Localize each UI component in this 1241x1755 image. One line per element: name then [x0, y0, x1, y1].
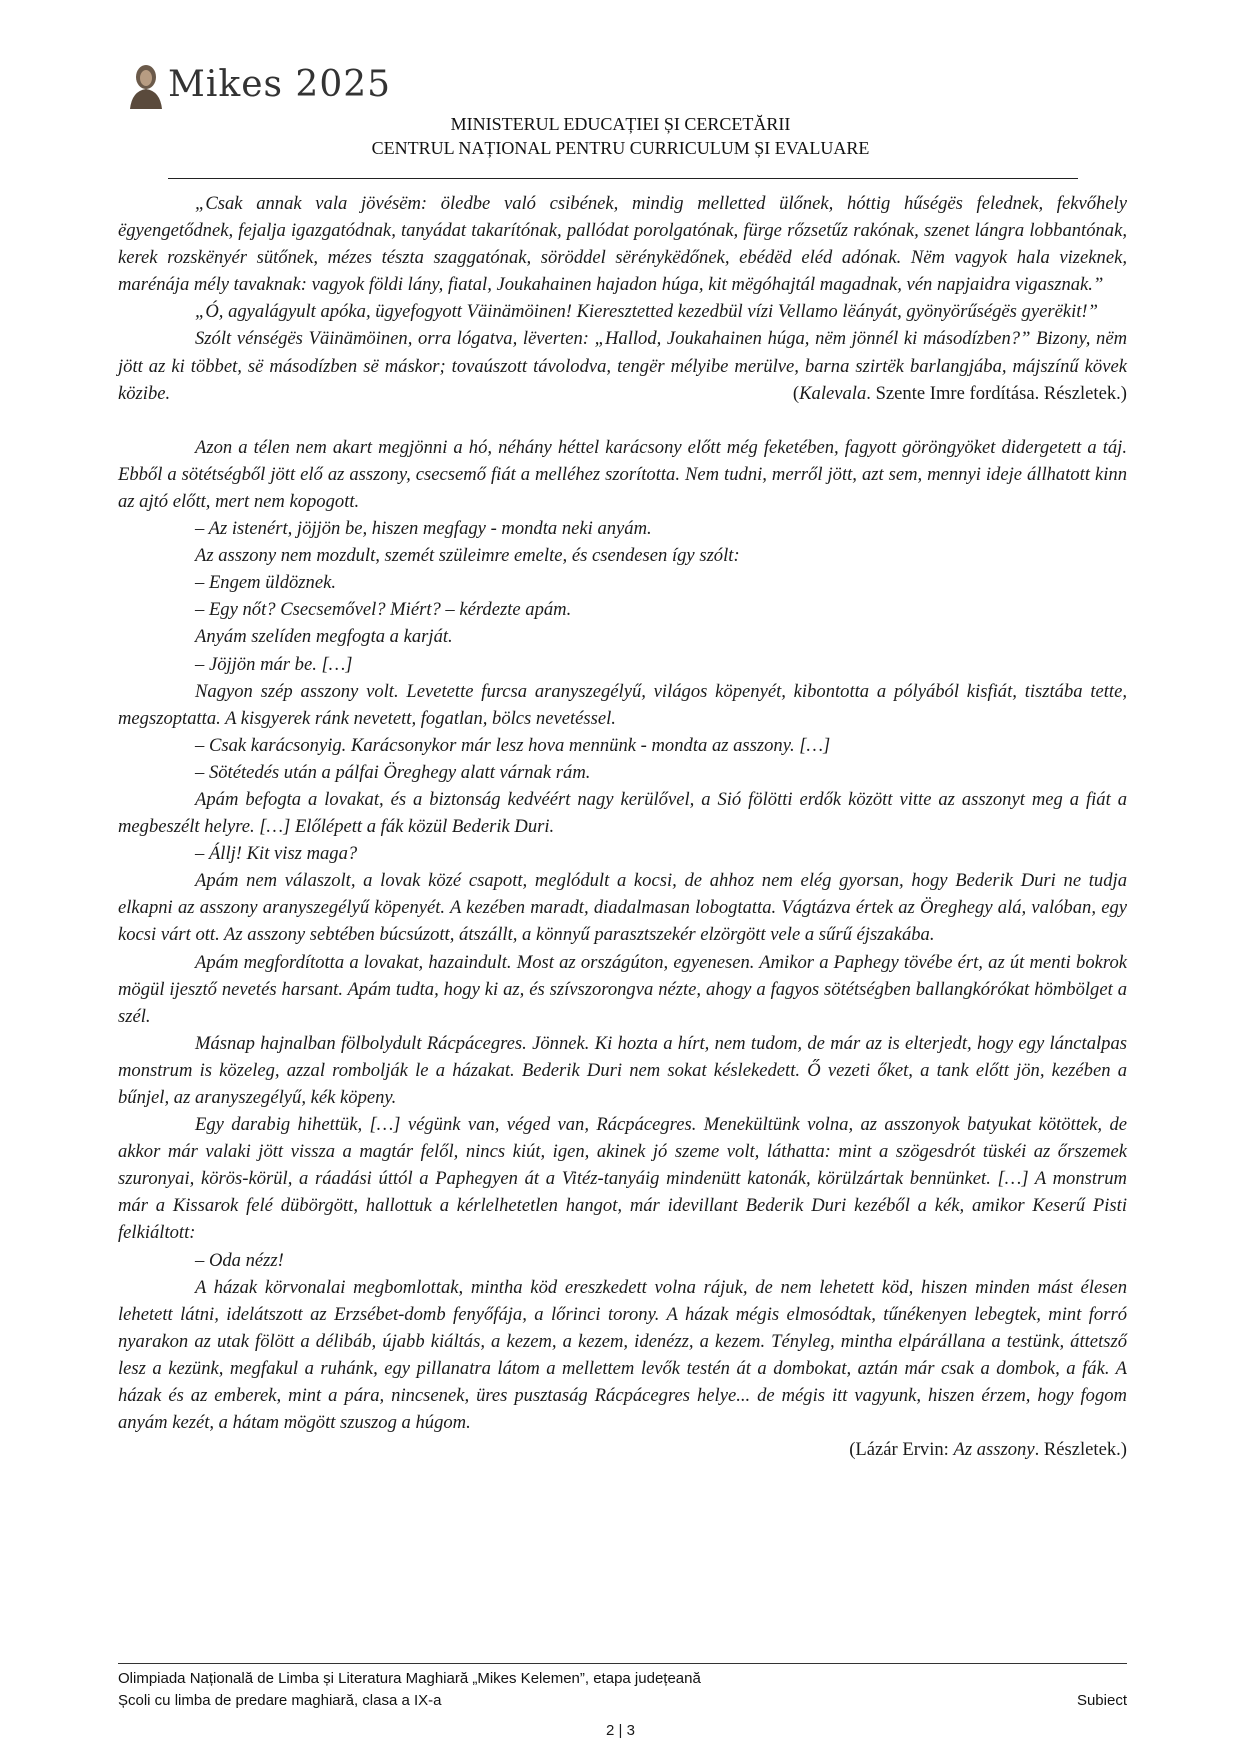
kalevala-source-title: Kalevala	[799, 382, 867, 404]
header-center: CENTRUL NAȚIONAL PENTRU CURRICULUM ȘI EVALUARE	[371, 138, 870, 158]
lazar-paragraph: Anyám szelíden megfogta a karját.	[195, 626, 453, 648]
kalevala-paragraph-last	[118, 325, 1127, 406]
lazar-paragraph: Nagyon szép asszony volt. Levetette furcsa aranyszegélyű, világos köpenyét, kibontotta a pólyából kisfiát, tisztába tette, megszoptatta. A kisgyerek ránk nevetett, fogatlan, bölcs nevetéssel.	[118, 680, 1127, 729]
page-number: 2 | 3	[606, 1722, 635, 1739]
lazar-source-title: Az asszony	[953, 1439, 1035, 1461]
lazar-text	[118, 434, 1127, 1436]
kalevala-source: (Kalevala. Szente Imre fordítása. Részletek.)	[792, 382, 1127, 404]
footer-class: Școli cu limba de predare maghiară, clasa a IX-a	[118, 1692, 442, 1709]
lazar-paragraph: – Csak karácsonyig. Karácsonykor már lesz hova mennünk - mondta az asszony. […]	[195, 734, 831, 756]
lazar-paragraph: – Egy nőt? Csecsemővel? Miért? – kérdezte apám.	[195, 599, 572, 621]
lazar-paragraph: – Oda nézz!	[195, 1249, 284, 1271]
lazar-paragraph: – Jöjjön már be. […]	[195, 653, 353, 675]
lazar-paragraph: – Engem üldöznek.	[195, 572, 336, 594]
header-ministry: MINISTERUL EDUCAȚIEI ȘI CERCETĂRII	[450, 114, 791, 134]
lazar-source: (Lázár Ervin: Az asszony. Részletek.)	[849, 1439, 1127, 1461]
lazar-paragraph: Apám megfordította a lovakat, hazaindult. Most az országúton, egyenesen. Amikor a Paphegy tövébe ért, az út menti bokrok mögül ijesztő nevetés harsant. Apám tudta, hogy ki az, és szívszorongva nézte, ahogy a fagyos sötétségben ballangkórókat hömbölget a szél.	[118, 951, 1127, 1027]
portrait-icon	[128, 59, 164, 109]
lazar-paragraph: Apám nem válaszolt, a lovak közé csapott, meglódult a kocsi, de ahhoz nem elég gyorsan, hogy Bederik Duri ne tudja elkapni az asszony aranyszegélyű köpenyét. A kezében maradt, diadalmasan lobogtatta. Vágtázva értek az Öreghegy alá, valóban, egy kocsi várt ott. Az asszony sebtében búcsúzott, átszállt, a könnyű parasztszekér elzörgött vele a sűrű éjszakába.	[118, 870, 1127, 946]
lazar-paragraph: Egy darabig hihettük, […] végünk van, véged van, Rácpácegres. Menekültünk volna, az asszonyok batyukat kötöttek, de akkor már valaki jött vissza a magtár felől, nincs kiút, igen, akinek jó szeme volt, láthatta: mint a szögesdrót tüskéi az őrszemek szuronyai, körös-körül, a ráadási úttól a Paphegyen át a Vitéz-tanyáig mindenütt katonák, körülzártak bennünket. […] A monstrum már a Kissarok felé dübörgött, hallottuk a kérlelhetetlen hangot, már idevillant Bederik Duri kezéből a kék, amikor Keserű Pisti felkiáltott:	[118, 1114, 1127, 1244]
lazar-paragraph: Azon a télen nem akart megjönni a hó, néhány héttel karácsony előtt még feketében, fagyott göröngyöket didergetett a táj. Ebből a sötétségből jött elő az asszony, csecsemő fiát a melléhez szorította. Nem tudni, merről jött, azt sem, mennyi ideje állhatott kinn az ajtó előtt, mert nem kopogott.	[118, 436, 1127, 512]
footer-divider	[118, 1663, 1127, 1664]
lazar-paragraph: – Sötétedés után a pálfai Öreghegy alatt várnak rám.	[195, 761, 591, 783]
document-body	[118, 190, 1127, 1463]
footer-subject: Subiect	[1076, 1692, 1127, 1709]
footer-school	[118, 1692, 1127, 1709]
lazar-paragraph: Másnap hajnalban fölbolydult Rácpácegres. Jönnek. Ki hozta a hírt, nem tudom, de már az is elterjedt, hogy egy lánctalpas monstrum is közeleg, azzal rombolják le a házakat. Bederik Duri nem sokat késlekedett. Ő vezeti őket, a tank előtt jön, kezében a bűnjel, az aranyszegélyű, kék köpeny.	[118, 1032, 1127, 1108]
lazar-paragraph: – Az istenért, jöjjön be, hiszen megfagy - mondta neki anyám.	[195, 518, 652, 540]
lazar-paragraph: Az asszony nem mozdult, szemét szüleimre emelte, és csendesen így szólt:	[195, 545, 740, 567]
kalevala-paragraph-text: Szólt vénségës Väinämöinen, orra lógatva, lëverten: „Hallod, Joukahainen húga, nëm jönnél ki másodízben?” Bizony, nëm jött az ki többet, së másodízben së máskor; tovaúszott távolodva, tengër mélyibe merülve, barna szirtëk barlangjába, májszínű kövek közibe.	[118, 328, 1127, 404]
header-divider	[168, 178, 1078, 179]
logo	[128, 58, 391, 110]
kalevala-paragraph: „Ó, agyalágyult apóka, ügyefogyott Väinämöinen! Kieresztetted kezedbül vízi Vellamo lëányát, gyönyörűségës gyerëkit!”	[195, 301, 1098, 323]
lazar-paragraph: Apám befogta a lovakat, és a biztonság kedvéért nagy kerülővel, a Sió fölötti erdők között vitte az asszonyt meg a fiát a megbeszélt helyre. […] Előlépett a fák közül Bederik Duri.	[118, 788, 1127, 838]
logo-text: Mikes 2025	[168, 63, 392, 105]
kalevala-paragraph: „Csak annak vala jövésëm: öledbe való csibének, mindig melletted ülőnek, hóttig hűségës felednek, fekvőhely ëgyengetődnek, fejalja igazgatódnak, tanyádat takarítónak, pallódat porolgatónak, fürge rőzsetűz rakónak, szenet lángra lobbantónak, kerek rozskënyér sütőnek, mézes tészta szaggatónak, söröddel sërénykëdőnek, ebédëd eléd adónak. Nëm vagyok hala vizeknek, marénája mély tavaknak: vagyok földi lány, fiatal, Joukahainen hajadon húga, kit mëgóhajtál magadnak, vén napjaidra vigasznak.”	[118, 193, 1127, 296]
lazar-paragraph: A házak körvonalai megbomlottak, mintha köd ereszkedett volna rájuk, de nem lehetett köd, hiszen minden mást élesen lehetett látni, idelátszott az Erzsébet-domb fenyőfája, a lőrinci torony. A házak mégis elmosódtak, tűnékenyen lebegtek, mint forró nyarakon az utak fölött a délibáb, újabb kiáltás, a kezem, a kezem, idenézz, a kezem. Tényleg, mintha elpárállana a testünk, áttetsző lesz a kezünk, megfakul a ruhánk, egy pillanatra látom a mellettem levők testén át a dombokat, aztán már csak a dombok, a fák. A házak és az emberek, mint a pára, nincsenek, üres pusztaság Rácpácegres helye... de mégis itt vagyunk, hiszen érzem, hogy fogom anyám kezét, a hátam mögött szuszog a húgom.	[118, 1276, 1127, 1434]
footer-olympiad: Olimpiada Națională de Limba și Literatura Maghiară „Mikes Kelemen”, etapa județeană	[118, 1670, 701, 1687]
lazar-paragraph: – Állj! Kit visz maga?	[195, 843, 358, 865]
